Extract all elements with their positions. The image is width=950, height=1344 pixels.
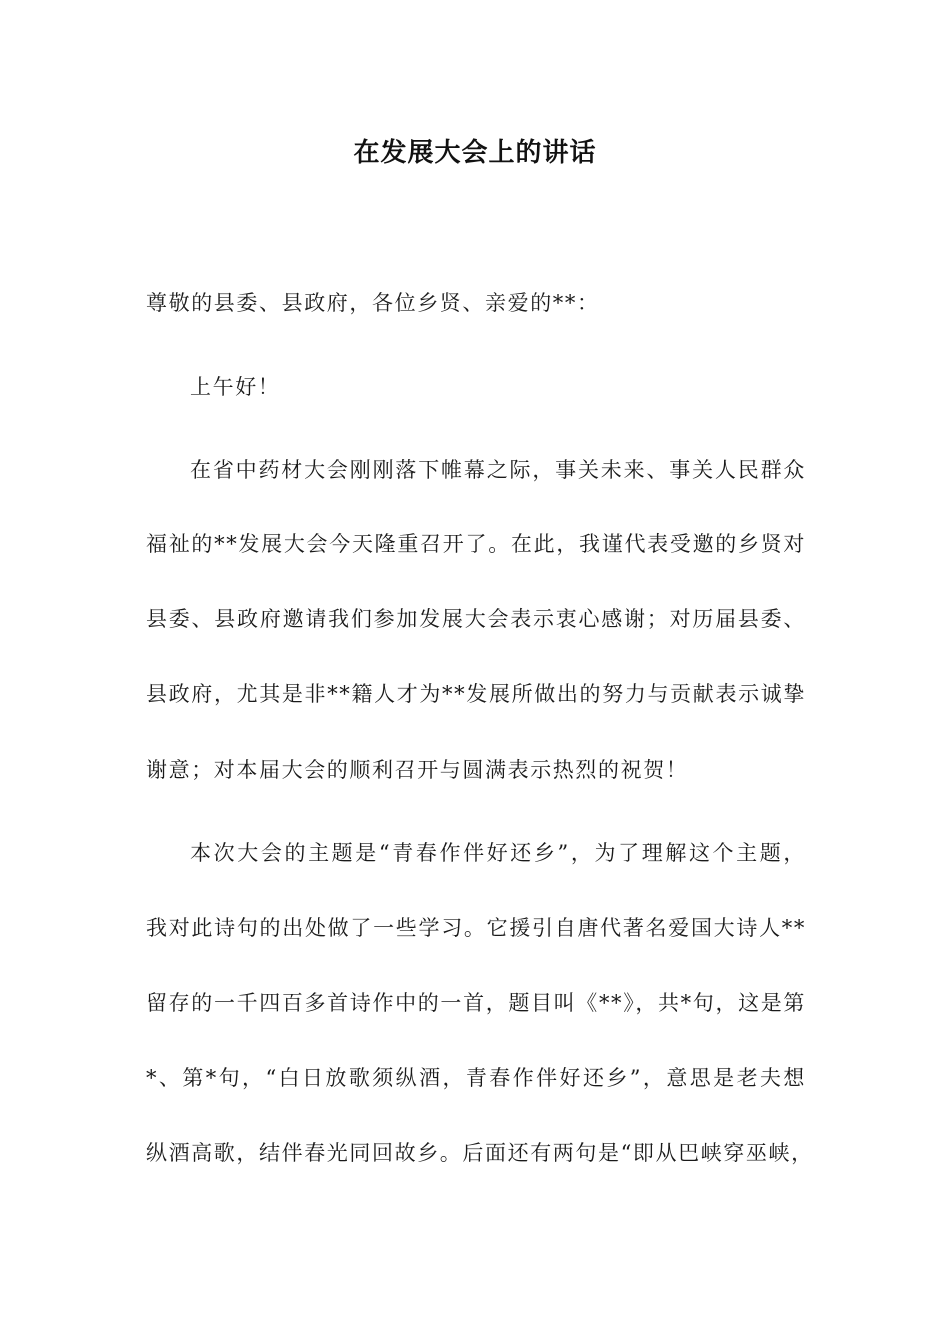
paragraph-2-line-4: *、第*句，“白日放歌须纵酒，青春作伴好还乡”，意思是老夫想	[146, 1066, 806, 1090]
paragraph-1-line-3: 县委、县政府邀请我们参加发展大会表示衷心感谢；对历届县委、	[146, 607, 806, 631]
salutation-line: 尊敬的县委、县政府，各位乡贤、亲爱的**：	[146, 291, 600, 315]
paragraph-2-line-5: 纵酒高歌，结伴春光同回故乡。后面还有两句是“即从巴峡穿巫峡，	[146, 1141, 814, 1165]
paragraph-1-line-2: 福祉的**发展大会今天隆重召开了。在此，我谨代表受邀的乡贤对	[146, 532, 806, 556]
paragraph-2-line-1: 本次大会的主题是“青春作伴好还乡”，为了理解这个主题，	[190, 841, 806, 865]
paragraph-1-line-4: 县政府，尤其是非**籍人才为**发展所做出的努力与贡献表示诚挚	[146, 682, 806, 706]
paragraph-2-line-2: 我对此诗句的出处做了一些学习。它援引自唐代著名爱国大诗人**	[146, 916, 806, 940]
greeting-line: 上午好！	[190, 375, 281, 399]
paragraph-1-line-5: 谢意；对本届大会的顺利召开与圆满表示热烈的祝贺！	[146, 758, 689, 782]
paragraph-2-line-3: 留存的一千四百多首诗作中的一首，题目叫《**》，共*句，这是第	[146, 991, 806, 1015]
page-title: 在发展大会上的讲话	[353, 138, 597, 168]
paragraph-1-line-1: 在省中药材大会刚刚落下帷幕之际，事关未来、事关人民群众	[190, 458, 806, 482]
